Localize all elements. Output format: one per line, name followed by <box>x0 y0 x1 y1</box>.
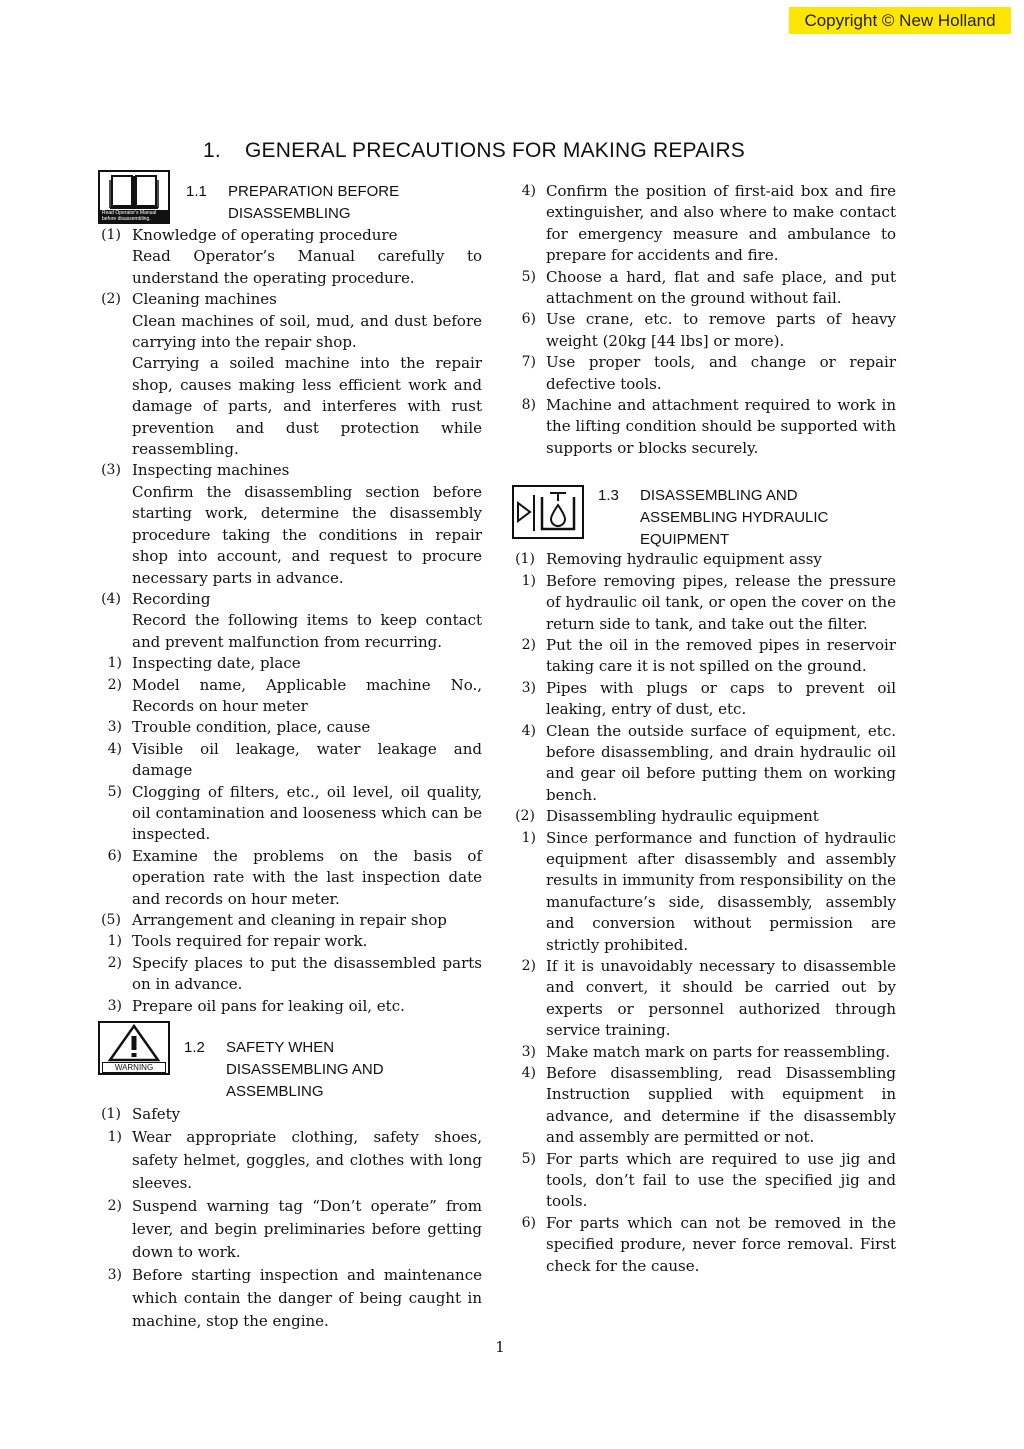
sub-item <box>512 395 896 459</box>
item-heading: Disassembling hydraulic equipment <box>546 807 819 826</box>
item-marker: 4) <box>521 1065 536 1082</box>
item-heading: Safety <box>132 1105 181 1124</box>
copyright-banner: Copyright © New Holland <box>789 7 1011 34</box>
sub-item <box>98 1195 482 1264</box>
item-marker: 2) <box>107 676 122 693</box>
sub-item-text: For parts which can not be removed in the specified produre, never force removal. First check for the cause. <box>546 1213 896 1275</box>
sub-item <box>98 739 482 782</box>
manual-book-icon <box>98 170 170 224</box>
sub-item <box>98 931 482 952</box>
item-heading: Removing hydraulic equipment assy <box>546 550 822 569</box>
sub-item-text: Since performance and function of hydraulic equipment after disassembly and assembly results in immunity from responsibility on the manufacture’s side, disassembly, assembly and conversion without permission are strictly prohibited. <box>546 828 896 954</box>
sub-item <box>512 1213 896 1277</box>
item-marker: 3) <box>521 679 536 696</box>
title-number: 1. <box>203 139 221 162</box>
item-marker: (1) <box>101 1106 121 1123</box>
section-number: 1.2 <box>184 1039 205 1057</box>
item-marker: (2) <box>515 808 535 825</box>
sub-item-text: Inspecting date, place <box>132 654 301 673</box>
page-title <box>203 139 745 163</box>
item-marker: 1) <box>107 1129 122 1146</box>
sub-item <box>98 953 482 996</box>
list-item <box>98 910 482 931</box>
sub-item-text: Examine the problems on the basis of operation rate with the last inspection date and records on hour meter. <box>132 846 482 908</box>
sub-item-text: Confirm the position of first-aid box and fire extinguisher, and also where to make contact for emergency measure and ambulance to prepare for accidents and fire. <box>546 182 896 265</box>
sub-item <box>98 996 482 1017</box>
sub-item-text: Use crane, etc. to remove parts of heavy weight (20kg [44 lbs] or more). <box>546 310 896 350</box>
section-number: 1.3 <box>598 487 619 505</box>
list-item <box>98 460 482 588</box>
sub-item-text: Suspend warning tag “Don’t operate” from lever, and begin preliminaries before getting down to work. <box>132 1197 482 1262</box>
item-marker: 3) <box>521 1043 536 1060</box>
item-marker: 1) <box>521 572 536 589</box>
sub-item <box>512 181 896 267</box>
item-heading: Recording <box>132 589 211 608</box>
list-item <box>512 806 896 827</box>
sub-item <box>512 635 896 678</box>
sub-item <box>512 678 896 721</box>
item-marker: 1) <box>107 655 122 672</box>
item-paragraph: Confirm the disassembling section before starting work, determine the disassembly procedure taking the conditions in repair shop into account, and request to procure necessary parts in advance. <box>132 482 482 587</box>
section-title-line: ASSEMBLING HYDRAULIC <box>640 509 829 527</box>
list-item <box>98 225 482 289</box>
item-marker: 4) <box>521 183 536 199</box>
item-marker: 6) <box>107 847 122 864</box>
item-heading: Inspecting machines <box>132 461 290 480</box>
sub-item <box>512 956 896 1042</box>
hydraulic-equipment-icon <box>512 485 584 539</box>
item-marker: 1) <box>521 829 536 846</box>
section-1-3-heading <box>512 485 896 551</box>
item-marker: 3) <box>107 719 122 736</box>
section-title-line: DISASSEMBLING <box>228 205 351 222</box>
item-marker: 2) <box>521 958 536 974</box>
list-item <box>512 549 896 570</box>
item-marker: 2) <box>107 954 122 971</box>
section-1-2-heading <box>98 1021 482 1103</box>
section-title-line: DISASSEMBLING AND <box>226 1061 384 1079</box>
section-title-line: ASSEMBLING <box>226 1083 324 1101</box>
sub-item-text: Choose a hard, flat and safe place, and put attachment on the ground without fail. <box>546 267 896 308</box>
section-1-3-title <box>598 485 828 551</box>
sub-item <box>512 721 896 807</box>
title-text: GENERAL PRECAUTIONS FOR MAKING REPAIRS <box>245 139 746 162</box>
item-heading: Arrangement and cleaning in repair shop <box>132 911 447 929</box>
item-marker: 4) <box>521 722 536 739</box>
sub-item-text: If it is unavoidably necessary to disassemble and convert, it should be carried out by experts or personnel authorized through service training. <box>546 957 896 1040</box>
item-marker: (1) <box>101 227 121 243</box>
item-marker: 2) <box>521 636 536 653</box>
sub-item <box>98 1264 482 1333</box>
item-marker: 1) <box>107 933 122 950</box>
section-title-line: DISASSEMBLING AND <box>640 487 798 505</box>
sub-item-text: Prepare oil pans for leaking oil, etc. <box>132 996 405 1015</box>
icon-caption-1: Read Operator's Manual <box>102 210 157 216</box>
sub-item-text: Make match mark on parts for reassembling. <box>546 1042 891 1061</box>
sub-item <box>512 352 896 395</box>
sub-item <box>512 1042 896 1063</box>
item-marker: (4) <box>101 590 121 607</box>
section-title-line: EQUIPMENT <box>640 531 730 549</box>
item-marker: 2) <box>107 1198 122 1215</box>
list-item <box>98 589 482 653</box>
sub-item <box>98 782 482 846</box>
item-marker: 5) <box>521 268 536 285</box>
sub-item <box>98 653 482 674</box>
page-number: 1 <box>495 1338 505 1356</box>
sub-item-text: Put the oil in the removed pipes in reservoir taking care it is not spilled on the ground. <box>546 635 896 676</box>
item-heading: Cleaning machines <box>132 290 277 309</box>
list-item <box>98 1103 482 1126</box>
sub-item <box>98 717 482 738</box>
section-1-2-title <box>184 1037 384 1103</box>
right-column <box>512 181 896 1277</box>
sub-item <box>512 571 896 635</box>
sub-item <box>98 1126 482 1195</box>
sub-item <box>98 846 482 910</box>
section-number: 1.1 <box>186 183 207 200</box>
sub-item <box>512 1149 896 1213</box>
sub-item-text: Tools required for repair work. <box>132 932 368 951</box>
item-marker: 5) <box>521 1150 536 1167</box>
item-marker: 3) <box>107 1267 122 1284</box>
sub-item-text: Visible oil leakage, water leakage and damage <box>132 739 482 780</box>
sub-item-text: Specify places to put the disassembled parts on in advance. <box>132 953 482 994</box>
icon-caption-2: before disassembling. <box>102 216 151 222</box>
sub-item-text: Wear appropriate clothing, safety shoes, safety helmet, goggles, and clothes with long sleeves. <box>132 1128 482 1193</box>
sub-item <box>512 309 896 352</box>
sub-item <box>512 267 896 310</box>
item-marker: 6) <box>521 311 536 328</box>
sub-item-text: Use proper tools, and change or repair defective tools. <box>546 353 896 393</box>
item-marker: (3) <box>101 462 121 479</box>
section-title-line: SAFETY WHEN <box>226 1039 335 1057</box>
item-marker: 8) <box>521 397 536 414</box>
item-marker: 3) <box>107 997 122 1014</box>
sub-item-text: Trouble condition, place, cause <box>132 718 371 737</box>
item-paragraph: Record the following items to keep contact and prevent malfunction from recurring. <box>132 611 482 651</box>
left-column <box>98 170 482 1333</box>
item-paragraph: Read Operator’s Manual carefully to understand the operating procedure. <box>132 247 482 287</box>
sub-item-text: Before removing pipes, release the pressure of hydraulic oil tank, or open the cover on the return side to tank, and take out the filter. <box>546 571 896 633</box>
sub-item-text: Before disassembling, read Disassembling Instruction supplied with equipment in advance, and determine if the disassembly and assembly are permitted or not. <box>546 1064 896 1147</box>
item-marker: 6) <box>521 1214 536 1231</box>
item-marker: 5) <box>107 783 122 800</box>
warning-icon-caption: WARNING <box>102 1062 166 1073</box>
sub-item-text: Machine and attachment required to work in the lifting condition should be supported with supports or blocks securely. <box>546 396 896 457</box>
list-item <box>98 289 482 460</box>
section-title-line: PREPARATION BEFORE <box>228 183 400 200</box>
sub-item <box>512 1063 896 1149</box>
sub-item-text: Clean the outside surface of equipment, etc. before disassembling, and drain hydraulic oil and gear oil before putting them on working bench. <box>546 721 896 804</box>
item-marker: 4) <box>107 740 122 757</box>
sub-item-text: Before starting inspection and maintenance which contain the danger of being caught in machine, stop the engine. <box>132 1266 482 1331</box>
item-marker: (5) <box>101 912 121 928</box>
item-marker: (1) <box>515 551 535 568</box>
sub-item <box>98 675 482 718</box>
item-paragraph: Clean machines of soil, mud, and dust before carrying into the repair shop. <box>132 311 482 352</box>
section-1-1-heading <box>98 170 482 225</box>
sub-item <box>512 828 896 956</box>
warning-icon <box>98 1021 170 1075</box>
sub-item-text: For parts which are required to use jig and tools, don’t fail to use the specified jig and tools. <box>546 1149 896 1211</box>
item-heading: Knowledge of operating procedure <box>132 226 398 244</box>
sub-item-text: Clogging of filters, etc., oil level, oil quality, oil contamination and looseness which can be inspected. <box>132 782 482 844</box>
sub-item-text: Pipes with plugs or caps to prevent oil leaking, entry of dust, etc. <box>546 678 896 719</box>
item-paragraph: Carrying a soiled machine into the repair shop, causes making less efficient work and damage of parts, and interferes with rust prevention and dust protection while reassembling. <box>132 354 482 459</box>
sub-item-text: Model name, Applicable machine No., Records on hour meter <box>132 675 482 715</box>
item-marker: 7) <box>521 354 536 371</box>
section-1-1-title <box>186 181 399 225</box>
item-marker: (2) <box>101 291 121 308</box>
